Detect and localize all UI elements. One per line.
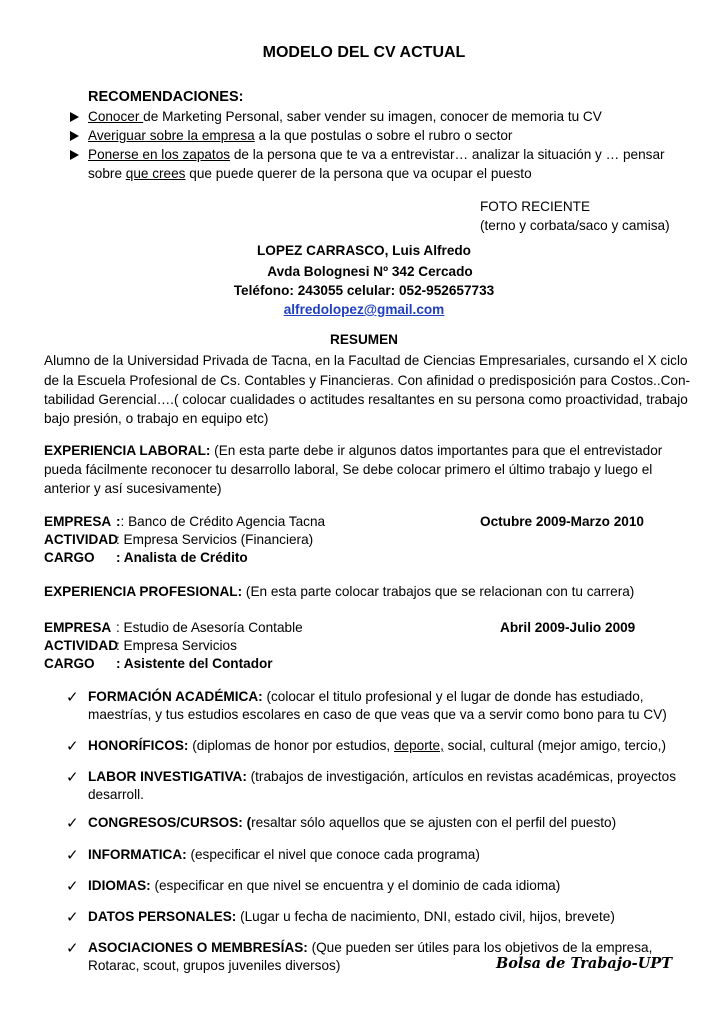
section-education-continuation: maestrías, y tus estudios escolares en caso de que veas que va a servir como bono para tu CV) (88, 707, 667, 722)
section-research-continuation: desarroll. (88, 787, 144, 802)
contact-name: LOPEZ CARRASCO, Luis Alfredo (257, 243, 471, 258)
prof-period: Abril 2009-Julio 2009 (500, 620, 636, 635)
section-education: FORMACIÓN ACADÉMICA: (colocar el titulo profesional y el lugar de donde has estudiado, (88, 689, 644, 704)
checkmark-icon: ✓ (66, 769, 79, 786)
work-company-text: : Banco de Crédito Agencia Tacna (120, 514, 326, 529)
summary-line: bajo presión, o trabajo en equipo etc) (44, 411, 269, 426)
prof-company-label: EMPRESA (44, 620, 112, 635)
footer-signature: Bolsa de Trabajo-UPT (496, 955, 673, 972)
work-company-value: :: Banco de Crédito Agencia Tacna (116, 514, 326, 529)
arrow-bullet-icon (70, 150, 79, 160)
checkmark-icon: ✓ (66, 815, 79, 832)
checkmark-icon: ✓ (66, 909, 79, 926)
summary-heading: RESUMEN (330, 332, 398, 347)
prof-company-value: : Estudio de Asesoría Contable (116, 620, 303, 635)
recommendations-heading: RECOMENDACIONES: (88, 89, 244, 105)
section-congresses: CONGRESOS/CURSOS: (resaltar sólo aquellos que se ajusten con el perfil del puesto) (88, 815, 617, 830)
checkmark-icon: ✓ (66, 878, 79, 895)
contact-email-link[interactable]: alfredolopez@gmail.com (283, 302, 445, 317)
prof-role-value: : Asistente del Contador (116, 656, 273, 671)
photo-note: (terno y corbata/saco y camisa) (480, 218, 670, 233)
summary-line: tabilidad Gerencial….( colocar cualidades o actitudes resaltantes en su persona como proactividad, trabajo (44, 392, 688, 407)
checkmark-icon: ✓ (66, 940, 79, 957)
section-personal-data: DATOS PERSONALES: (Lugar u fecha de nacimiento, DNI, estado civil, hijos, brevete) (88, 909, 615, 924)
recommendation-item: Conocer de Marketing Personal, saber vender su imagen, conocer de memoria tu CV (88, 109, 602, 124)
summary-line: de la Escuela Profesional de Cs. Contables y Financieras. Con afinidad o predisposición para Costos..Con- (44, 373, 691, 388)
recommendation-item-continuation: sobre que crees que puede querer de la persona que va ocupar el puesto (88, 166, 532, 181)
contact-address: Avda Bolognesi Nº 342 Cercado (267, 264, 473, 279)
recommendation-item: Ponerse en los zapatos de la persona que te va a entrevistar… analizar la situación y … pensar (88, 147, 665, 162)
work-role-label: CARGO (44, 550, 95, 565)
recommendation-item: Averiguar sobre la empresa a la que postulas o sobre el rubro o sector (88, 128, 513, 143)
work-activity-value: : Empresa Servicios (Financiera) (116, 532, 314, 547)
work-experience-text: anterior y así sucesivamente) (44, 481, 222, 496)
prof-activity-value: : Empresa Servicios (116, 638, 237, 653)
section-associations-continuation: Rotarac, scout, grupos juveniles diversos) (88, 958, 341, 973)
work-company-label: EMPRESA (44, 514, 112, 529)
professional-experience-intro: EXPERIENCIA PROFESIONAL: (En esta parte colocar trabajos que se relacionan con tu carrera) (44, 584, 635, 599)
photo-label: FOTO RECIENTE (480, 199, 591, 214)
work-activity-label: ACTIVIDAD (44, 532, 119, 547)
section-it-skills: INFORMATICA: (especificar el nivel que conoce cada programa) (88, 847, 480, 862)
arrow-bullet-icon (70, 112, 79, 122)
work-experience-intro: EXPERIENCIA LABORAL: (En esta parte debe ir algunos datos importantes para que el entrevistador (44, 443, 663, 458)
prof-role-label: CARGO (44, 656, 95, 671)
contact-email-wrapper (0, 302, 728, 317)
page-title: MODELO DEL CV ACTUAL (262, 44, 466, 61)
prof-activity-label: ACTIVIDAD (44, 638, 119, 653)
section-honors: HONORÍFICOS: (diplomas de honor por estudios, deporte, social, cultural (mejor amigo, tercio,) (88, 738, 666, 753)
work-role-value: : Analista de Crédito (116, 550, 248, 565)
checkmark-icon: ✓ (66, 689, 79, 706)
section-languages: IDIOMAS: (especificar en que nivel se encuentra y el dominio de cada idioma) (88, 878, 561, 893)
contact-phone: Teléfono: 243055 celular: 052-952657733 (233, 283, 495, 298)
checkmark-icon: ✓ (66, 847, 79, 864)
summary-line: Alumno de la Universidad Privada de Tacna, en la Facultad de Ciencias Empresariales, cursando el X ciclo (44, 353, 688, 368)
checkmark-icon: ✓ (66, 738, 79, 755)
arrow-bullet-icon (70, 131, 79, 141)
work-experience-text: pueda fácilmente reconocer tu desarrollo laboral, Se debe colocar primero el último trabajo y luego el (44, 462, 653, 477)
work-period: Octubre 2009-Marzo 2010 (480, 514, 644, 529)
section-associations: ASOCIACIONES O MEMBRESÍAS: (Que pueden ser útiles para los objetivos de la empresa, (88, 940, 653, 955)
section-research: LABOR INVESTIGATIVA: (trabajos de investigación, artículos en revistas académicas, proyectos (88, 769, 677, 784)
